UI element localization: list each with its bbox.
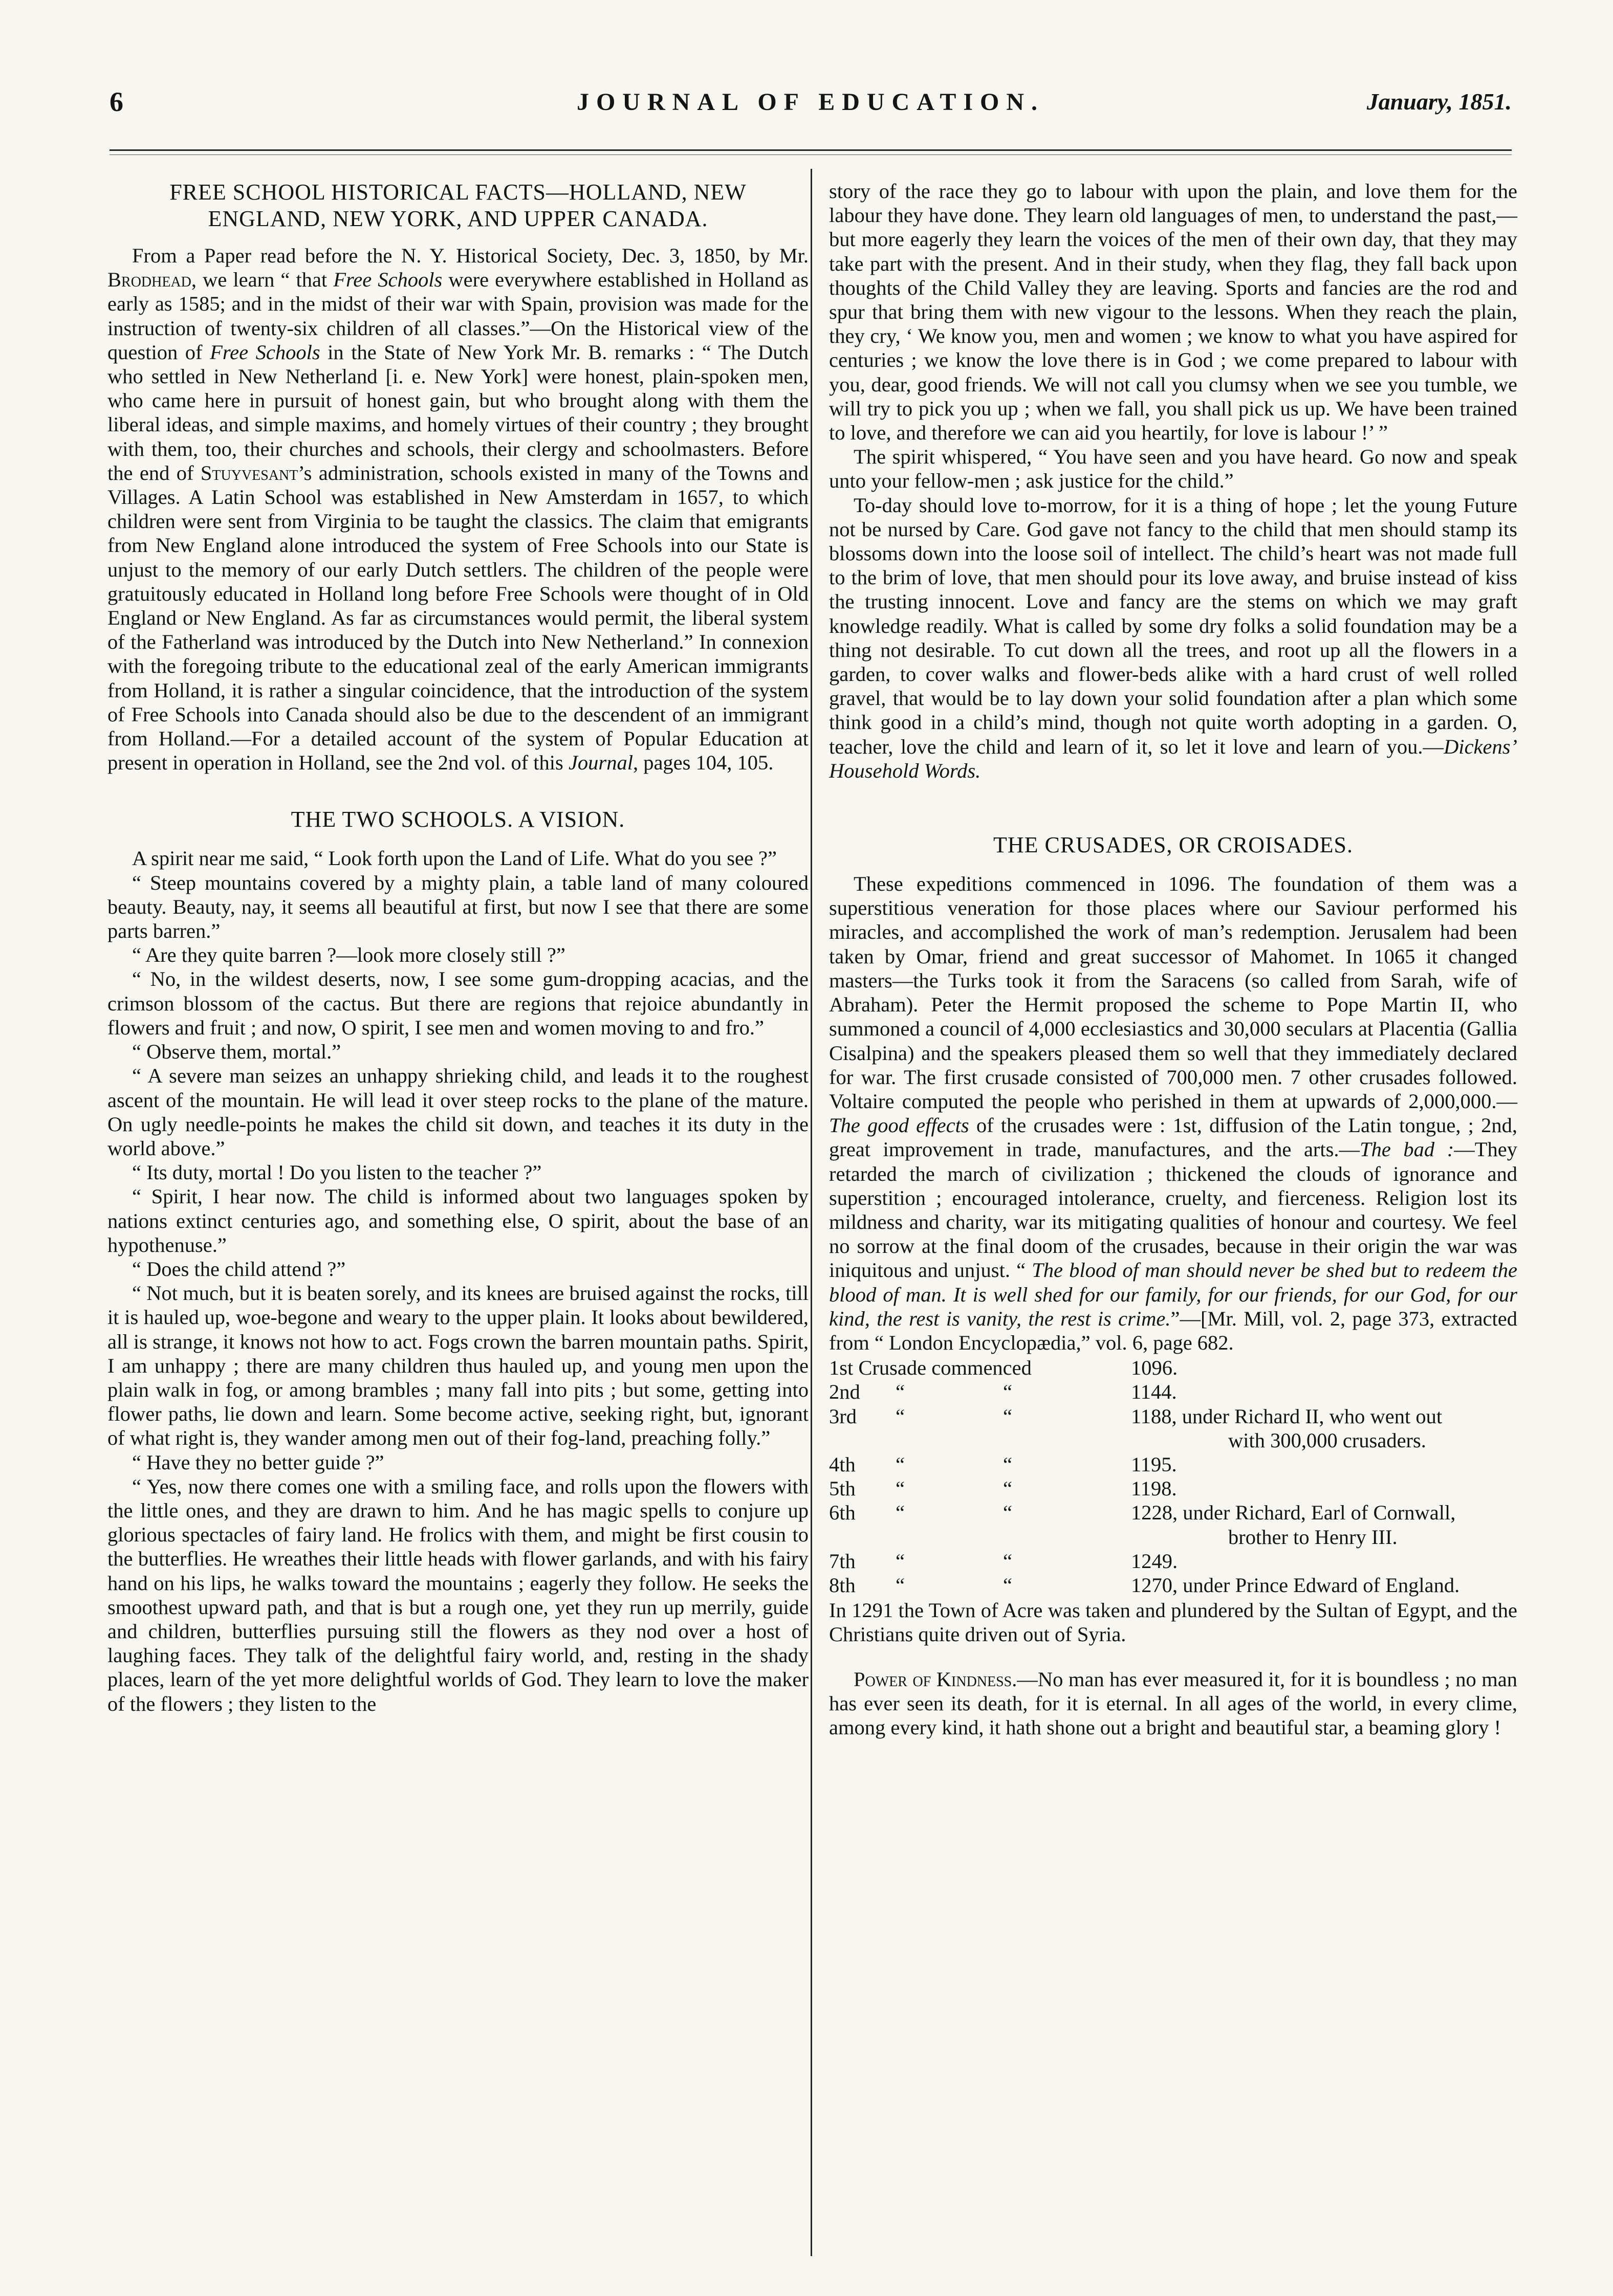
two-schools-paragraph: “ Not much, but it is beaten sorely, and its knees are bruised against the rocks, till it is hauled up, woe-begone and weary to the upper plain. It looks about bewildered, all is strange, it knows not how to act. Fogs crown the barren mountain paths. Spirit, I am unhappy ; there are many children thus hauled up, and young men upon the plain walk in fog, or among brambles ; many fall into pits ; but some, getting into flower paths, lie down and learn. Some become active, seeking right, but, ignorant of what right is, they wander among men out of their fog-land, preaching folly.” [107, 1282, 809, 1450]
crusade-note-continued: with 300,000 crusaders. [1228, 1428, 1426, 1452]
two-schools-paragraph: “ Steep mountains covered by a mighty plain, a table land of many coloured beauty. Beauty, nay, it seems all beautiful at first, but now I see that there are some parts barren.” [107, 871, 809, 943]
crusade-note-continued: brother to Henry III. [1228, 1525, 1398, 1549]
crusade-ordinal: 1st Crusade commenced [829, 1356, 1032, 1380]
crusade-detail [1131, 1356, 1517, 1380]
crusade-ordinal: 2nd [829, 1380, 860, 1404]
emphasis: The bad : [1360, 1138, 1454, 1161]
crusade-ordinal: 3rd [829, 1404, 857, 1428]
crusade-year: 1249. [1131, 1549, 1178, 1573]
crusade-year: 1144. [1131, 1380, 1177, 1404]
emphasis: Free Schools [210, 340, 320, 364]
crusades-paragraph [829, 872, 1517, 1355]
two-schools-paragraph: “ Yes, now there comes one with a smiling face, and rolls upon the flowers with the little ones, and they are drawn to him. And he has magic spells to conjure up glorious spectacles of fairy land. He frolics with them, and might be first cousin to the butterflies. He wreathes their little heads with flower garlands, and with his fairy hand on his lips, he walks toward the mountains ; eagerly they follow. He seeks the smoothest upward path, and that is but a rough one, yet they run up merrily, guide and children, butterflies pursuing still the flowers as they nod over a host of laughing faces. They talk of the delightful fairy world, and, resting in the shady places, learn of the yet more delightful worlds of God. They learn to love the maker of the flowers ; they listen to the [107, 1474, 809, 1715]
ditto-mark: “ [896, 1404, 905, 1428]
crusade-year: 1228, [1131, 1501, 1178, 1525]
crusade-row [829, 1452, 1517, 1476]
crusades-title: THE CRUSADES, OR CROISADES. [993, 832, 1353, 858]
text-run: —They retarded the march of civilization ; thickened the clouds of ignorance and superstition ; encouraged intolerance, cruelty, and fierceness. Religion lost its mildness and charity, war its mitigating qualities of honour and courtesy. We feel no sorrow at the final doom of the crusades, because in their origin the war was iniquitous and unjust. “ [829, 1138, 1517, 1282]
crusade-year: 1096. [1131, 1356, 1178, 1380]
two-schools-paragraph: “ Spirit, I hear now. The child is informed about two languages spoken by nations extinct centuries ago, and something else, O spirit, about the base of an hypothenuse.” [107, 1185, 809, 1256]
right-column [829, 179, 1517, 1739]
source-attribution: Dickens’ Household Words. [829, 735, 1517, 782]
two-schools-title: THE TWO SCHOOLS. A VISION. [291, 807, 625, 832]
left-column [107, 179, 809, 1716]
crusade-row [829, 1380, 1517, 1404]
ditto-mark: “ [896, 1501, 905, 1525]
ditto-mark: “ [1003, 1549, 1012, 1573]
crusade-detail [1131, 1476, 1517, 1500]
crusade-row [829, 1356, 1517, 1380]
header-rule [110, 149, 1512, 151]
two-schools-paragraph: “ Are they quite barren ?—look more closely still ?” [132, 943, 565, 967]
crusade-ordinal: 5th [829, 1477, 856, 1500]
text-run: To-day should love to-morrow, for it is a thing of hope ; let the young Future not be nursed by Care. God gave not fancy to the child that men should stamp its blossoms down into the loose soil of intellect. The child’s heart was not made full to the brim of love, that men should pour its love away, and bruise instead of kiss the trusting innocent. Love and fancy are the stems on which we may graft knowledge readily. What is called by some dry folks a solid foundation may be a thing not desirable. To cut down all the trees, and root up all the flowers in a garden, to cover walks and flower-beds alike with a hard crust of well rolled gravel, that would be to lay down your solid foundation after a plan which some think good in a child’s mind, though not quite worth adopting in a garden. O, teacher, love the child and learn of it, so let it love and learn of you.— [829, 493, 1517, 758]
crusade-detail [1131, 1404, 1517, 1452]
text-run: ’s administration, schools existed in many of the Towns and Villages. A Latin School was established in New Amsterdam in 1657, to which children were sent from Virginia to be taught the classics. The claim that emigrants from New England alone introduced the system of Free Schools into our State is unjust to the memory of our early Dutch settlers. The children of the people were gratuitously educated in Holland long before Free Schools were thought of in Old England or New England. As far as circumstances would permit, the liberal system of the Fatherland was introduced by the Dutch into New Netherland.” In connexion with the foregoing tribute to the educational zeal of the early American immigrants from Holland, it is rather a singular coincidence, that the introduction of the system of Free Schools into Canada should also be due to the descendent of an immigrant from Holland.—For a detailed account of the system of Popular Education at present in operation in Holland, see the 2nd vol. of this [107, 461, 809, 775]
crusade-detail [1131, 1380, 1517, 1404]
two-schools-paragraph: The spirit whispered, “ You have seen and you have heard. Go now and speak unto your fellow-men ; ask justice for the child.” [829, 445, 1517, 493]
text-run: , we learn “ that [191, 268, 334, 292]
crusade-note: under Prince Edward of England. [1178, 1573, 1460, 1597]
text-run: ”—[Mr. Mill, vol. 2, page 373, extracted from “ London Encyclopædia,” vol. 6, page 682. [829, 1307, 1518, 1354]
free-school-paragraph [107, 244, 809, 775]
crusade-row [829, 1404, 1517, 1452]
emphasis: Free Schools [333, 268, 443, 292]
text-run: From a Paper read before the N. Y. Historical Society, Dec. 3, 1850, by Mr. [132, 244, 809, 267]
ditto-mark: “ [1003, 1477, 1012, 1500]
ditto-mark: “ [896, 1477, 905, 1500]
emphasis: Journal [568, 751, 633, 775]
ditto-mark: “ [896, 1573, 905, 1597]
author-name: Brodhead [107, 268, 191, 292]
crusade-year: 1188, [1131, 1404, 1177, 1428]
crusade-row [829, 1476, 1517, 1500]
free-school-title: FREE SCHOOL HISTORICAL FACTS—HOLLAND, NEW ENGLAND, NEW YORK, AND UPPER CANADA. [169, 180, 747, 231]
ditto-mark: “ [896, 1549, 905, 1573]
quotation: The blood of man should never be shed but to redeem the blood of man. It is well shed for our family, for our friends, for our God, for our kind, the rest is vanity, the rest is crime. [829, 1259, 1517, 1330]
page-number: 6 [110, 86, 123, 117]
ditto-mark: “ [896, 1452, 905, 1476]
crusade-row [829, 1549, 1517, 1573]
text-run: of the crusades were : 1st, diffusion of the Latin tongue, ; 2nd, great improvement in trade, manufactures, and the arts.— [829, 1114, 1517, 1161]
ditto-mark: “ [1003, 1452, 1012, 1476]
ditto-mark: “ [1003, 1404, 1012, 1428]
crusade-year: 1270, [1131, 1573, 1178, 1597]
two-schools-final-paragraph [829, 493, 1517, 783]
kindness-label: Power of Kindness. [854, 1667, 1017, 1691]
issue-date [1367, 88, 1512, 115]
two-schools-paragraph: “ Observe them, mortal.” [132, 1040, 341, 1064]
two-schools-paragraph: “ No, in the wildest deserts, now, I see some gum-dropping acacias, and the crimson blossom of the cactus. But there are regions that rejoice abundantly in flowers and fruit ; and now, O spirit, I see men and women moving to and fro.” [107, 967, 809, 1039]
crusade-detail [1131, 1549, 1517, 1573]
crusade-year: 1198. [1131, 1477, 1177, 1500]
text-run: in the State of New York Mr. B. remarks : “ The Dutch who settled in New Netherland [i. e. New York] were honest, plain-spoken men, who came here in pursuit of honest gain, but who brought along with them the liberal ideas, and simple maxims, and homely virtues of their country ; they brought with them, too, their churches and schools, their clergy and schoolmasters. Before the end of [107, 340, 809, 484]
issue-date-text: January, 1851. [1366, 89, 1512, 115]
two-schools-paragraph: “ Have they no better guide ?” [132, 1450, 384, 1474]
crusade-year: 1195. [1131, 1452, 1177, 1476]
ditto-mark: “ [1003, 1380, 1012, 1404]
two-schools-paragraph: “ Its duty, mortal ! Do you listen to the teacher ?” [132, 1161, 542, 1184]
person-name: Stuyvesant [200, 461, 298, 484]
crusade-detail [1131, 1452, 1517, 1476]
ditto-mark: “ [1003, 1573, 1012, 1597]
crusade-ordinal: 8th [829, 1573, 856, 1597]
text-run: were everywhere established in Holland as early as 1585; and in the midst of their war with Spain, provision was made for the instruction of twenty-six children of all classes.”—On the Historical view of the question of [107, 268, 809, 364]
text-run: These expeditions commenced in 1096. The foundation of them was a superstitious veneration for those places where our Saviour performed his miracles, and accomplished the work of man’s redemption. Jerusalem had been taken by Omar, friend and great successor of Mahomet. In 1065 it changed masters—the Turks took it from the Saracens (so called from Sarah, wife of Abraham). Peter the Hermit proposed the scheme to Pope Martin II, who summoned a council of 4,000 ecclesiastics and 30,000 seculars at Placentia (Gallia Cisalpina) and the speakers pleased them so well that they immediately declared for war. The first crusade consisted of 700,000 men. 7 other crusades followed. Voltaire computed the people who perished in them at upwards of 2,000,000.— [829, 872, 1517, 1113]
running-head [110, 86, 1512, 132]
text-run: , pages 104, 105. [633, 751, 774, 775]
emphasis: The good effects [829, 1114, 969, 1137]
ditto-mark: “ [896, 1380, 905, 1404]
crusade-ordinal: 4th [829, 1452, 856, 1476]
two-schools-paragraph: “ Does the child attend ?” [132, 1257, 346, 1281]
column-divider [811, 169, 812, 2256]
journal-title: JOURNAL OF EDUCATION. [576, 89, 1045, 116]
two-schools-paragraph: A spirit near me said, “ Look forth upon the Land of Life. What do you see ?” [132, 847, 777, 870]
crusade-detail [1131, 1573, 1517, 1597]
text-run: —No man has ever measured it, for it is boundless ; no man has ever seen its death, for it is eternal. In all ages of the world, in every clime, among every kind, it hath shone out a bright and beautiful star, a beaming glory ! [829, 1667, 1517, 1739]
crusade-detail [1131, 1500, 1517, 1549]
crusades-closing: In 1291 the Town of Acre was taken and plundered by the Sultan of Egypt, and the Christians quite driven out of Syria. [829, 1599, 1517, 1646]
crusade-ordinal: 7th [829, 1549, 856, 1573]
crusade-note: under Richard II, who went out [1176, 1404, 1443, 1428]
crusade-row [829, 1573, 1517, 1597]
crusade-note: under Richard, Earl of Cornwall, [1178, 1501, 1456, 1525]
two-schools-paragraph: “ A severe man seizes an unhappy shrieking child, and leads it to the roughest ascent of the mountain. He will lead it over steep rocks to the plane of the mature. On ugly needle-points he makes the child sit down, and teaches it its duty in the world above.” [107, 1064, 809, 1160]
ditto-mark: “ [1003, 1501, 1012, 1525]
crusade-row [829, 1500, 1517, 1549]
crusade-ordinal: 6th [829, 1501, 856, 1525]
header-rule-thin [110, 154, 1512, 155]
two-schools-continuation: story of the race they go to labour with upon the plain, and love them for the labour they have done. They learn old languages of men, to understand the past,—but more eagerly they learn the voices of the men of their own day, that they may take part with the present. And in their study, when they flag, they fall back upon thoughts of the Child Valley they are leaving. Sports and fancies are the rod and spur that bring them with new vigour to the lessons. When they reach the plain, they cry, ‘ We know you, men and women ; we know to what you have aspired for centuries ; we know the love there is in God ; we come prepared to labour with you, dear, good friends. We will not call you clumsy when we see you tumble, we will try to pick you up ; when we fall, you shall pick us up. We have been trained to love, and therefore we can aid you heartily, for love is labour !’ ” [829, 180, 1517, 445]
kindness-paragraph [829, 1667, 1517, 1740]
crusades-table [829, 1356, 1517, 1597]
